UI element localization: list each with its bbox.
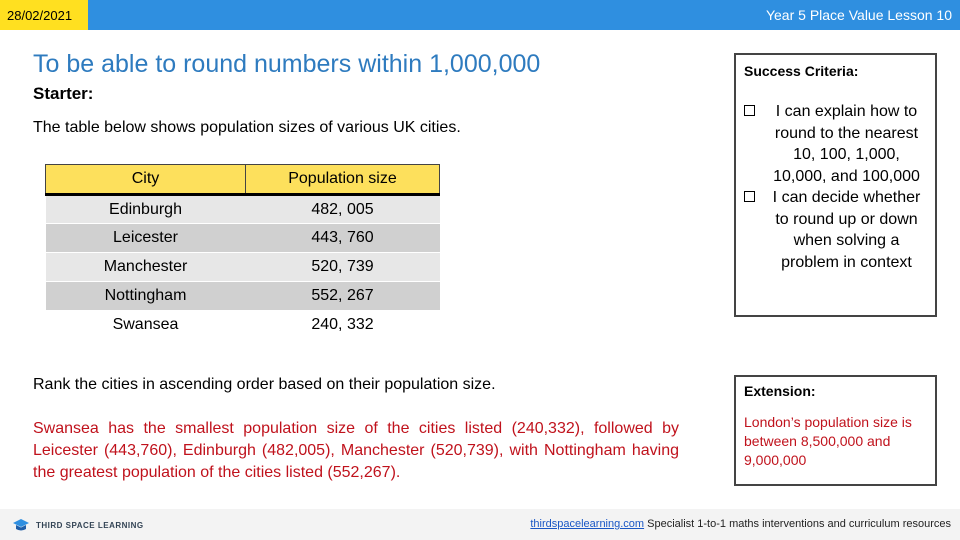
table-row	[46, 282, 440, 311]
cell-city: Leicester	[46, 224, 246, 253]
success-criteria-title: Success Criteria:	[744, 63, 859, 79]
cell-city: Swansea	[46, 311, 246, 340]
cell-city: Manchester	[46, 253, 246, 282]
table-row	[46, 253, 440, 282]
table-row	[46, 311, 440, 340]
table-row	[46, 224, 440, 253]
answer-text: Swansea has the smallest population size of the cities listed (240,332), followed by Leicester (443,760), Edinburgh (482,005), Manchester (520,739), with Nottingham having the greatest population of the cities listed (552,267).	[33, 420, 679, 481]
lesson-title: Year 5 Place Value Lesson 10	[765, 7, 952, 23]
extension-title: Extension:	[744, 383, 816, 399]
table-header-row	[46, 165, 440, 195]
column-header-population: Population size	[246, 165, 440, 195]
starter-heading: Starter:	[33, 84, 94, 103]
logo	[12, 518, 144, 532]
criteria-text: I can explain how to round to the nearest 10, 100, 1,000, 10,000, and 100,000	[773, 103, 920, 185]
cell-population: 482, 005	[246, 195, 440, 224]
table-row	[46, 195, 440, 224]
footer-credit	[530, 518, 951, 530]
lesson-objective: To be able to round numbers within 1,000,000	[33, 50, 541, 78]
criteria-text: I can decide whether to round up or down when solving a problem in context	[772, 189, 921, 271]
question-text: Rank the cities in ascending order based on their population size.	[33, 376, 496, 393]
list-item	[744, 187, 927, 273]
date-box	[0, 0, 88, 30]
success-criteria-box	[734, 53, 937, 317]
population-table	[45, 164, 440, 340]
footer-tagline: Specialist 1-to-1 maths interventions and curriculum resources	[647, 518, 951, 530]
extension-text: London’s population size is between 8,500,000 and 9,000,000	[744, 414, 912, 468]
logo-text: THIRD SPACE LEARNING	[36, 520, 144, 530]
extension-box	[734, 375, 937, 486]
date-label: 28/02/2021	[7, 8, 73, 23]
cell-population: 520, 739	[246, 253, 440, 282]
checkbox-icon	[744, 105, 755, 116]
cell-population: 240, 332	[246, 311, 440, 340]
cell-city: Edinburgh	[46, 195, 246, 224]
cell-population: 443, 760	[246, 224, 440, 253]
third-space-logo-icon	[12, 518, 30, 532]
cell-population: 552, 267	[246, 282, 440, 311]
header-bar	[0, 0, 960, 30]
website-link[interactable]: thirdspacelearning.com	[530, 518, 645, 530]
checkbox-icon	[744, 191, 755, 202]
success-criteria-list	[744, 101, 927, 273]
footer-bar	[0, 509, 960, 540]
cell-city: Nottingham	[46, 282, 246, 311]
list-item	[744, 101, 927, 187]
starter-intro: The table below shows population sizes of various UK cities.	[33, 119, 461, 136]
column-header-city: City	[46, 165, 246, 195]
